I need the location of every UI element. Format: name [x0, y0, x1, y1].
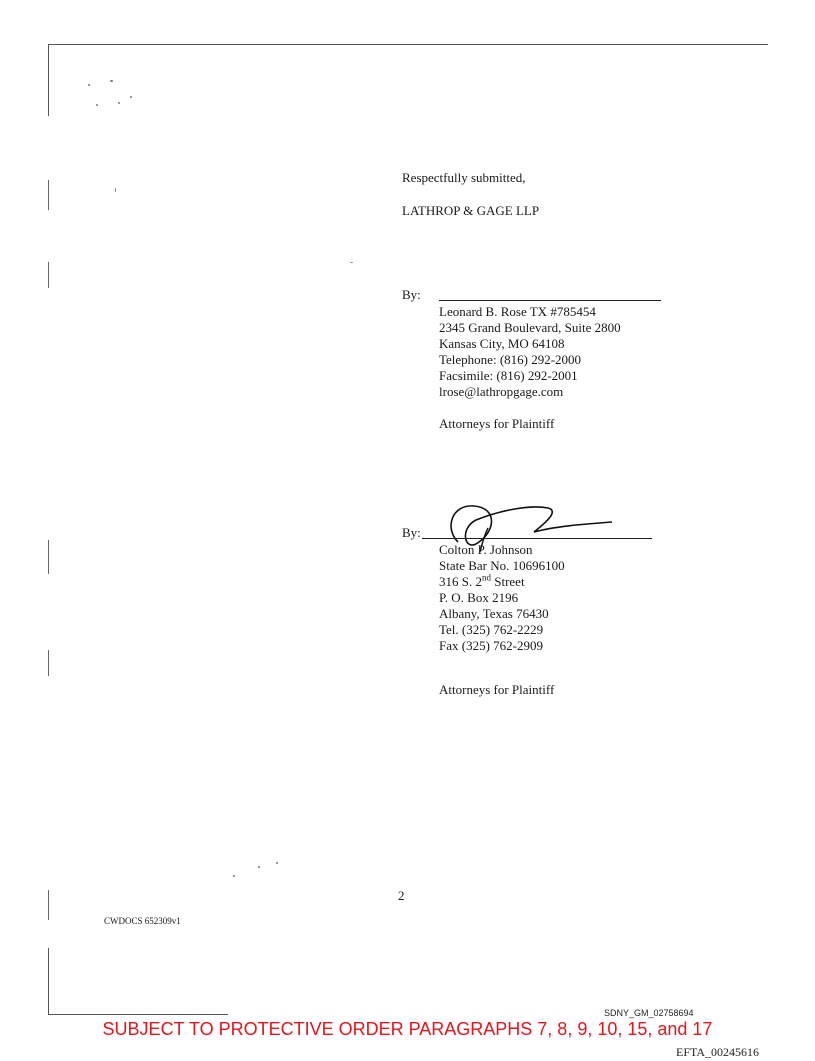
scan-speck [118, 102, 120, 104]
scan-speck [96, 104, 98, 106]
left-margin-mark [48, 890, 49, 920]
bar-number: State Bar No. 10696100 [439, 558, 565, 573]
signature-line [439, 300, 661, 301]
protective-order-notice: SUBJECT TO PROTECTIVE ORDER PARAGRAPHS 7, 8, 9, 10, 15, and 17 [102, 1019, 713, 1039]
attorney-name: Colton P. Johnson [439, 542, 533, 557]
signature-line [422, 538, 652, 539]
scan-speck [258, 866, 260, 868]
by-label: By: [402, 525, 421, 540]
scan-speck [130, 96, 132, 98]
address-line: Albany, Texas 76430 [439, 606, 549, 621]
page-number: 2 [398, 888, 405, 903]
left-margin-mark [48, 262, 49, 288]
by-label: By: [402, 287, 421, 302]
address-line: 2345 Grand Boulevard, Suite 2800 [439, 320, 621, 335]
bottom-left-border [48, 948, 49, 1014]
left-margin-mark [48, 540, 49, 574]
top-border-line [48, 44, 768, 45]
fax-line: Facsimile: (816) 292-2001 [439, 368, 578, 383]
scan-speck [276, 862, 278, 864]
closing-text: Respectfully submitted, [402, 170, 526, 185]
left-border-line [48, 44, 49, 116]
bottom-border-line [48, 1014, 228, 1015]
efta-number: EFTA_00245616 [676, 1045, 760, 1059]
left-margin-mark [48, 650, 49, 676]
scan-speck [233, 875, 235, 877]
scan-speck [110, 80, 113, 82]
document-id: CWDOCS 652309v1 [104, 916, 181, 926]
attorney-name: Leonard B. Rose TX #785454 [439, 304, 596, 319]
phone-line: Tel. (325) 762-2229 [439, 622, 544, 637]
role-text: Attorneys for Plaintiff [439, 682, 555, 697]
scan-speck [115, 188, 116, 192]
address-line: Kansas City, MO 64108 [439, 336, 565, 351]
fax-line: Fax (325) 762-2909 [439, 638, 543, 653]
phone-line: Telephone: (816) 292-2000 [439, 352, 582, 367]
street-line: 316 S. 2nd Street [439, 572, 525, 589]
left-margin-mark [48, 180, 49, 210]
firm-name: LATHROP & GAGE LLP [402, 203, 540, 218]
signature-block-1-address [439, 304, 621, 432]
email-line: lrose@lathropgage.com [439, 384, 564, 399]
signature-block-2-address [439, 542, 565, 698]
scan-speck [88, 84, 90, 86]
role-text: Attorneys for Plaintiff [439, 416, 555, 431]
scan-speck [350, 262, 353, 263]
bates-number: SDNY_GM_02758694 [604, 1008, 694, 1018]
address-line: P. O. Box 2196 [439, 590, 519, 605]
